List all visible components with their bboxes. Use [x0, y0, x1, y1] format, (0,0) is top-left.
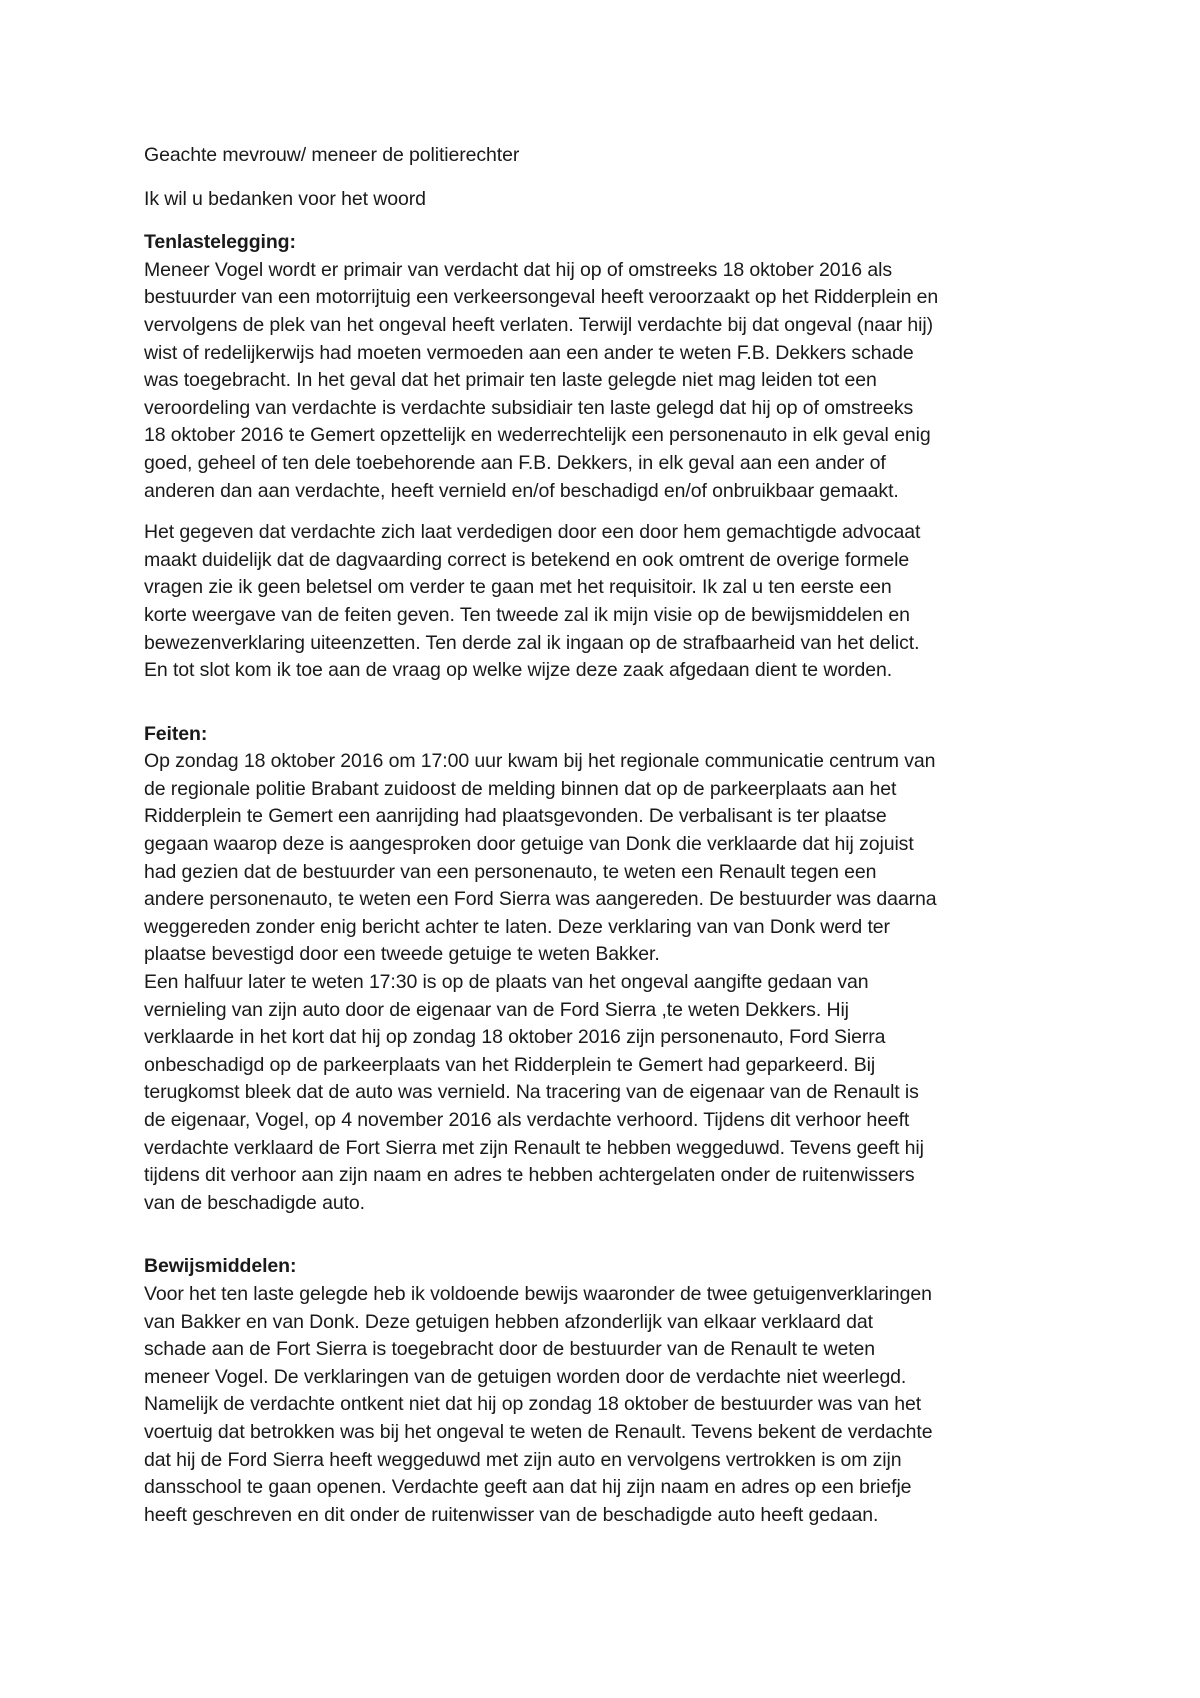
text-line: van Bakker en van Donk. Deze getuigen hebben afzonderlijk van elkaar verklaard dat: [144, 1310, 873, 1333]
text-line: Een halfuur later te weten 17:30 is op de plaats van het ongeval aangifte gedaan van: [144, 971, 869, 994]
text-line: de regionale politie Brabant zuidoost de melding binnen dat op de parkeerplaats aan het: [144, 777, 897, 800]
text-line: verdachte verklaard de Fort Sierra met zijn Renault te hebben weggeduwd. Tevens geeft hij: [144, 1136, 924, 1159]
text-line: meneer Vogel. De verklaringen van de getuigen worden door de verdachte niet weerlegd.: [144, 1365, 907, 1388]
text-line: had gezien dat de bestuurder van een personenauto, te weten een Renault tegen een: [144, 860, 877, 883]
text-line: anderen dan aan verdachte, heeft vernield en/of beschadigd en/of onbruikbaar gemaakt.: [144, 479, 899, 502]
text-line: korte weergave van de feiten geven. Ten tweede zal ik mijn visie op de bewijsmiddelen en: [144, 603, 910, 626]
text-line: Het gegeven dat verdachte zich laat verdedigen door een door hem gemachtigde advocaat: [144, 521, 921, 544]
text-line: Op zondag 18 oktober 2016 om 17:00 uur kwam bij het regionale communicatie centrum van: [144, 750, 936, 773]
text-line: gegaan waarop deze is aangesproken door getuige van Donk die verklaarde dat hij zojuist: [144, 833, 914, 856]
text-line: andere personenauto, te weten een Ford Sierra was aangereden. De bestuurder was daarna: [144, 888, 937, 911]
text-line: vragen zie ik geen beletsel om verder te gaan met het requisitoir. Ik zal u ten eerste een: [144, 576, 892, 599]
text-line: Meneer Vogel wordt er primair van verdacht dat hij op of omstreeks 18 oktober 2016 als: [144, 258, 892, 281]
text-line: 18 oktober 2016 te Gemert opzettelijk en wederrechtelijk een personenauto in elk geval enig: [144, 424, 931, 447]
text-line: bewezenverklaring uiteenzetten. Ten derde zal ik ingaan op de strafbaarheid van het delict.: [144, 631, 920, 654]
text-line: wist of redelijkerwijs had moeten vermoeden aan een ander te weten F.B. Dekkers schade: [144, 341, 914, 364]
text-line: tijdens dit verhoor aan zijn naam en adres te hebben achtergelaten onder de ruitenwissers: [144, 1164, 915, 1187]
tenlastelegging-heading: Tenlastelegging:: [144, 231, 296, 254]
text-line: goed, geheel of ten dele toebehorende aan F.B. Dekkers, in elk geval aan een ander of: [144, 451, 886, 474]
text-line: plaatse bevestigd door een tweede getuige te weten Bakker.: [144, 943, 660, 966]
bewijsmiddelen-section: [144, 1253, 1074, 1529]
text-line: schade aan de Fort Sierra is toegebracht door de bestuurder van de Renault te weten: [144, 1338, 875, 1361]
text-line: dat hij de Ford Sierra heeft weggeduwd met zijn auto en vervolgens vertrokken is om zijn: [144, 1448, 902, 1471]
text-line: Namelijk de verdachte ontkent niet dat hij op zondag 18 oktober de bestuurder was van het: [144, 1393, 922, 1416]
text-line: terugkomst bleek dat de auto was vernield. Na tracering van de eigenaar van de Renault is: [144, 1081, 919, 1104]
text-line: weggereden zonder enig bericht achter te laten. Deze verklaring van van Donk werd ter: [144, 915, 890, 938]
feiten-heading: Feiten:: [144, 722, 208, 745]
text-line: vernieling van zijn auto door de eigenaar van de Ford Sierra ,te weten Dekkers. Hij: [144, 998, 849, 1021]
text-line: onbeschadigd op de parkeerplaats van het Ridderplein te Gemert had geparkeerd. Bij: [144, 1053, 876, 1076]
text-line: bestuurder van een motorrijtuig een verkeersongeval heeft veroorzaakt op het Ridderplein en: [144, 286, 939, 309]
text-line: dansschool te gaan openen. Verdachte geeft aan dat hij zijn naam en adres op een briefje: [144, 1476, 912, 1499]
feiten-section: [144, 721, 1074, 1218]
text-line: vervolgens de plek van het ongeval heeft verlaten. Terwijl verdachte bij dat ongeval (naar hij): [144, 313, 934, 336]
text-line: was toegebracht. In het geval dat het primair ten laste gelegde niet mag leiden tot een: [144, 369, 877, 392]
tenlastelegging-section: [144, 229, 1074, 505]
text-line: veroordeling van verdachte is verdachte subsidiair ten laste gelegd dat hij op of omstreeks: [144, 396, 914, 419]
text-line: verklaarde in het kort dat hij op zondag 18 oktober 2016 zijn personenauto, Ford Sierra: [144, 1026, 886, 1049]
document-page: [144, 142, 1074, 1529]
text-line: van de beschadigde auto.: [144, 1191, 365, 1214]
thanks-paragraph: [144, 186, 1074, 214]
thanks-line: Ik wil u bedanken voor het woord: [144, 187, 426, 210]
text-line: voertuig dat betrokken was bij het ongeval te weten de Renault. Tevens bekent de verdachte: [144, 1420, 933, 1443]
greeting-paragraph: [144, 142, 1074, 170]
text-line: En tot slot kom ik toe aan de vraag op welke wijze deze zaak afgedaan dient te worden.: [144, 659, 893, 682]
text-line: maakt duidelijk dat de dagvaarding correct is betekend en ook omtrent de overige formele: [144, 548, 910, 571]
text-line: de eigenaar, Vogel, op 4 november 2016 als verdachte verhoord. Tijdens dit verhoor heeft: [144, 1109, 910, 1131]
intro-paragraph: [144, 519, 1074, 685]
bewijsmiddelen-heading: Bewijsmiddelen:: [144, 1255, 297, 1278]
greeting-line: Geachte mevrouw/ meneer de politierechter: [144, 144, 520, 166]
text-line: heeft geschreven en dit onder de ruitenwisser van de beschadigde auto heeft gedaan.: [144, 1503, 879, 1526]
text-line: Voor het ten laste gelegde heb ik voldoende bewijs waaronder de twee getuigenverklaringen: [144, 1282, 932, 1305]
text-line: Ridderplein te Gemert een aanrijding had plaatsgevonden. De verbalisant is ter plaatse: [144, 805, 887, 828]
